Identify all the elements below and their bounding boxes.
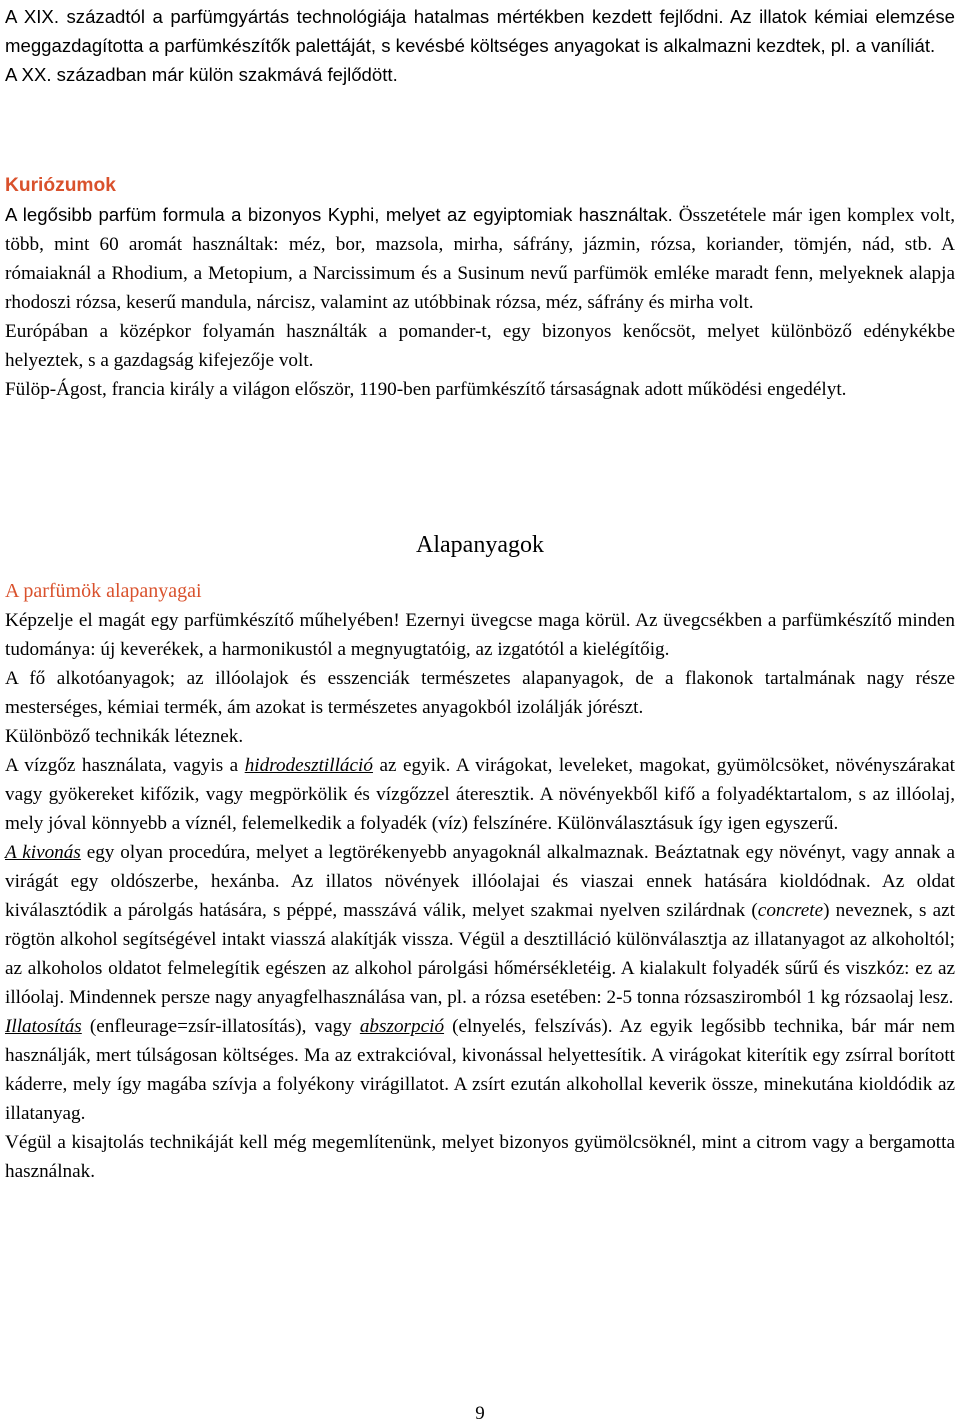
kuriozumok-p1-sans: A legősibb parfüm formula a bizonyos Kyphi, melyet az egyiptomiak használtak. xyxy=(5,204,673,225)
kivonas-text-b: ) neveznek, s azt rögtön alkohol segítségével intakt viasszá alakítják vissza. Végül a desztilláció különválasztja az illatanyagot az alkoholtól; az alkoholos oldatot felmelegítik egészen az alkohol párolgási hőmérsékletéig. A kialakult folyadék sűrű és viszkóz: ez az illóolaj. Mindennek persze nagy anyagfelhasználása van, pl. a rózsa esetében: 2-5 tonna rózsasziromból 1 kg rózsaolaj lesz. xyxy=(5,900,955,1008)
hidrodesztillacio-term: hidrodesztilláció xyxy=(244,755,373,776)
hidro-text-a: A vízgőz használata, vagyis a xyxy=(5,755,245,776)
illatositas-text-b: (elnyelés, felszívás). Az egyik legősibb technika, bár már nem használják, mert túlságosan költséges. Ma az extrakcióval, kivonással helyettesítik. A virágokat kiterítik egy zsírral borított káderre, mely így magába szívja a folyékony virágillatot. A zsírt ezután alkohollal keverik össze, minekutána kioldódik az illatanyag. xyxy=(5,1016,955,1124)
alapanyagok-paragraph-1: Képzelje el magát egy parfümkészítő műhelyében! Ezernyi üvegcse maga körül. Az üvegcsékben a parfümkészítő minden tudománya: új keverékek, a harmonikustól a megnyugtatóig, az izgatótól a kielégítőig. xyxy=(5,610,955,660)
illatositas-text-a: (enfleurage=zsír-illatosítás), vagy xyxy=(81,1016,360,1037)
kivonas-paragraph xyxy=(5,838,955,1012)
kivonas-term: A kivonás xyxy=(5,842,81,863)
alapanyagok-paragraph-3: Különböző technikák léteznek. xyxy=(5,726,244,747)
intro-section xyxy=(5,2,955,89)
alapanyagok-subheading: A parfümök alapanyagai xyxy=(5,580,202,602)
kuriozumok-paragraph-3: Európában a középkor folyamán használták a pomander-t, egy bizonyos kenőcsöt, melyet különböző edénykékbe helyeztek, s a gazdagság kifejezője volt. xyxy=(5,321,955,371)
kivonas-text-a: egy olyan procedúra, melyet a legtörékenyebb anyagoknál alkalmaznak. Beáztatnak egy növényt, vagy annak a virágát egy oldószerbe, hexánba. Az illatos növények illóolajai és viaszai ennek hatására kioldódnak. Az oldat kiválasztódik a párolgás hatására, s péppé, masszává válik, melyet szakmai nyelven szilárdnak ( xyxy=(5,842,955,921)
abszorpcio-term: abszorpció xyxy=(359,1016,445,1037)
kuriozumok-paragraph-1 xyxy=(5,200,955,317)
concrete-term: concrete xyxy=(757,900,824,921)
section-title: Alapanyagok xyxy=(416,532,544,558)
kuriozumok-section xyxy=(5,171,955,404)
alapanyagok-paragraph-2: A fő alkotóanyagok; az illóolajok és esszenciák természetes alapanyagok, de a flakonok tartalmának nagy része mesterséges, kémiai termék, ám azokat is természetes anyagokból izolálják jórészt. xyxy=(5,668,955,718)
kuriozumok-paragraph-4: Fülöp-Ágost, francia király a világon először, 1190-ben parfümkészítő társaságnak adott működési engedélyt. xyxy=(5,379,847,400)
intro-paragraph-2: A XX. században már külön szakmává fejlődött. xyxy=(5,64,398,85)
hidro-text-b: az egyik. A virágokat, leveleket, magokat, gyümölcsöket, növényszárakat vagy gyökereket kifőzik, vagy megpörkölik és vízgőzzel áteresztik. A növényekből kifő a folyadéktartalom, s az illóolaj, mely jóval könnyebb a víznél, felemelkedik a folyadék (víz) felszínére. Különválasztásuk így igen egyszerű. xyxy=(5,755,956,834)
alapanyagok-section xyxy=(5,530,955,1186)
illatositas-paragraph xyxy=(5,1012,955,1128)
hidrodesztillacio-paragraph xyxy=(5,751,955,838)
illatositas-term: Illatosítás xyxy=(5,1016,82,1037)
kisajtolas-paragraph: Végül a kisajtolás technikáját kell még megemlítenünk, melyet bizonyos gyümölcsöknél, mint a citrom vagy a bergamotta használnak. xyxy=(5,1132,955,1182)
kuriozumok-p2: Összetétele már igen komplex volt, több, mint 60 aromát használtak: méz, bor, mazsola, mirha, sáfrány, jázmin, rózsa, koriander, tömjén, nád, stb. A rómaiaknál a Rhodium, a Metopium, a Narcissimum és a Susinum nevű parfümök emléke maradt fenn, melyeknek alapja rhodoszi rózsa, keserű mandula, nárcisz, valamint az utóbbinak rózsa, méz, sáfrány és mirha volt. xyxy=(5,205,956,313)
intro-paragraph-1: A XIX. századtól a parfümgyártás technológiája hatalmas mértékben kezdett fejlődni. Az illatok kémiai elemzése meggazdagította a parfümkészítők palettáját, s kevésbé költséges anyagokat is alkalmazni kezdtek, pl. a vaníliát. xyxy=(5,6,955,56)
kuriozumok-heading: Kuriózumok xyxy=(5,175,116,196)
page-number: 9 xyxy=(475,1403,485,1424)
